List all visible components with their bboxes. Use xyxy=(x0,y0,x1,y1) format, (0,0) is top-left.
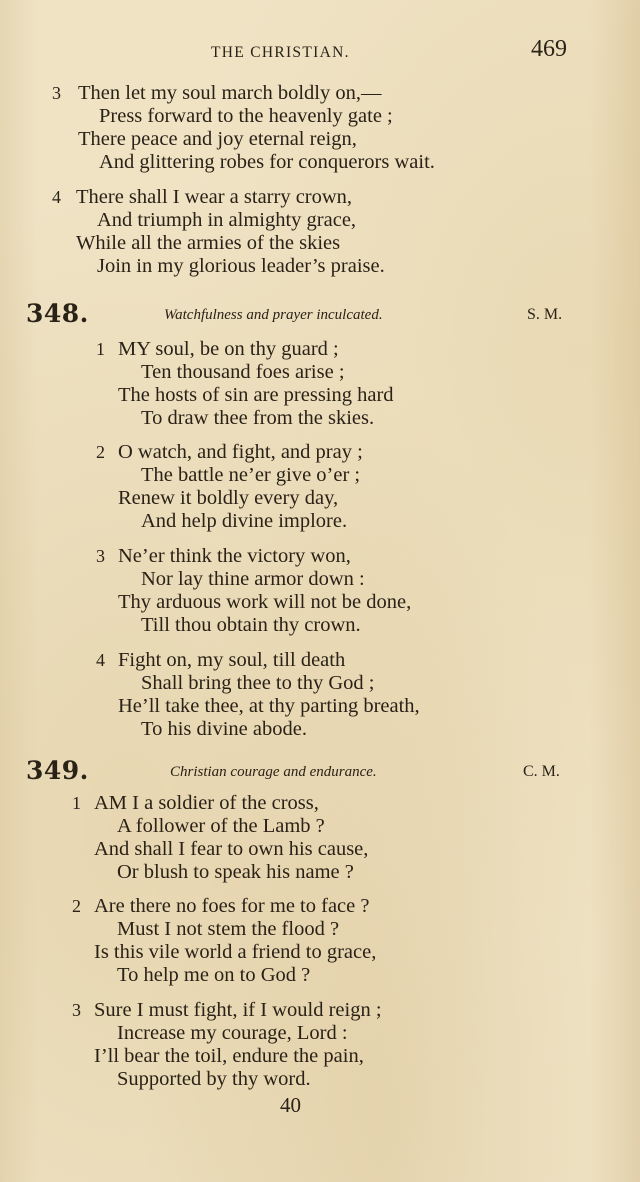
running-title: THE CHRISTIAN. xyxy=(211,44,350,61)
verse-number: 3 xyxy=(72,1000,81,1020)
verse-line: To help me on to God ? xyxy=(117,964,311,986)
verse-line: And help divine implore. xyxy=(141,510,348,532)
verse-line: AM I a soldier of the cross, xyxy=(94,792,319,814)
verse-line: Sure I must fight, if I would reign ; xyxy=(94,999,382,1021)
verse-line: Thy arduous work will not be done, xyxy=(118,591,412,613)
verse-line: To his divine abode. xyxy=(141,718,307,740)
verse-line: Press forward to the heavenly gate ; xyxy=(99,105,393,127)
verse-line: Or blush to speak his name ? xyxy=(117,861,354,883)
verse-line: Supported by thy word. xyxy=(117,1068,311,1090)
verse-line: There peace and joy eternal reign, xyxy=(78,128,357,150)
verse-line: There shall I wear a starry crown, xyxy=(76,186,353,208)
verse-line: To draw thee from the skies. xyxy=(141,407,375,429)
hymn-meter: S. M. xyxy=(527,306,563,323)
verse-number: 2 xyxy=(96,442,105,462)
verse-line: I’ll bear the toil, endure the pain, xyxy=(94,1045,364,1067)
verse-number: 1 xyxy=(96,339,105,359)
verse-number: 4 xyxy=(52,187,61,207)
verse-line: Must I not stem the flood ? xyxy=(117,918,340,940)
hymn-number: 348. xyxy=(26,299,89,328)
hymn-subject: Watchfulness and prayer inculcated. xyxy=(164,307,383,323)
verse-line: Is this vile world a friend to grace, xyxy=(94,941,377,963)
verse-number: 2 xyxy=(72,896,81,916)
verse-number: 3 xyxy=(52,83,61,103)
hymn-meter: C. M. xyxy=(523,763,560,780)
verse-line: Are there no foes for me to face ? xyxy=(94,895,370,917)
verse-line: Ten thousand foes arise ; xyxy=(141,361,345,383)
verse-number: 3 xyxy=(96,546,105,566)
verse-line: Renew it boldly every day, xyxy=(118,487,339,509)
verse-line: Fight on, my soul, till death xyxy=(118,649,346,671)
verse-number: 4 xyxy=(96,650,105,670)
verse-line: A follower of the Lamb ? xyxy=(117,815,325,837)
verse-line: While all the armies of the skies xyxy=(76,232,341,254)
verse-line: He’ll take thee, at thy parting breath, xyxy=(118,695,420,717)
verse-number: 1 xyxy=(72,793,81,813)
verse-line: Till thou obtain thy crown. xyxy=(141,614,361,636)
verse-line: Then let my soul march boldly on,— xyxy=(78,82,382,104)
verse-line: The battle ne’er give o’er ; xyxy=(141,464,361,486)
page-number: 469 xyxy=(531,36,567,62)
hymn-349-header xyxy=(0,756,640,790)
running-head xyxy=(0,36,640,66)
verse-line: O watch, and fight, and pray ; xyxy=(118,441,363,463)
hymn-number: 349. xyxy=(26,756,89,785)
verse-line: Shall bring thee to thy God ; xyxy=(141,672,375,694)
verse-line: Join in my glorious leader’s praise. xyxy=(97,255,385,277)
verse-line: The hosts of sin are pressing hard xyxy=(118,384,394,406)
hymn-348-header xyxy=(0,299,640,333)
verse-line: And glittering robes for conquerors wait. xyxy=(99,151,435,173)
verse-line: MY soul, be on thy guard ; xyxy=(118,338,339,360)
verse-line: Increase my courage, Lord : xyxy=(117,1022,348,1044)
hymn-subject: Christian courage and endurance. xyxy=(170,764,377,780)
verse-line: And triumph in almighty grace, xyxy=(97,209,357,231)
verse-line: Nor lay thine armor down : xyxy=(141,568,365,590)
signature-mark: 40 xyxy=(280,1093,301,1117)
verse-line: Ne’er think the victory won, xyxy=(118,545,351,567)
verse-line: And shall I fear to own his cause, xyxy=(94,838,369,860)
